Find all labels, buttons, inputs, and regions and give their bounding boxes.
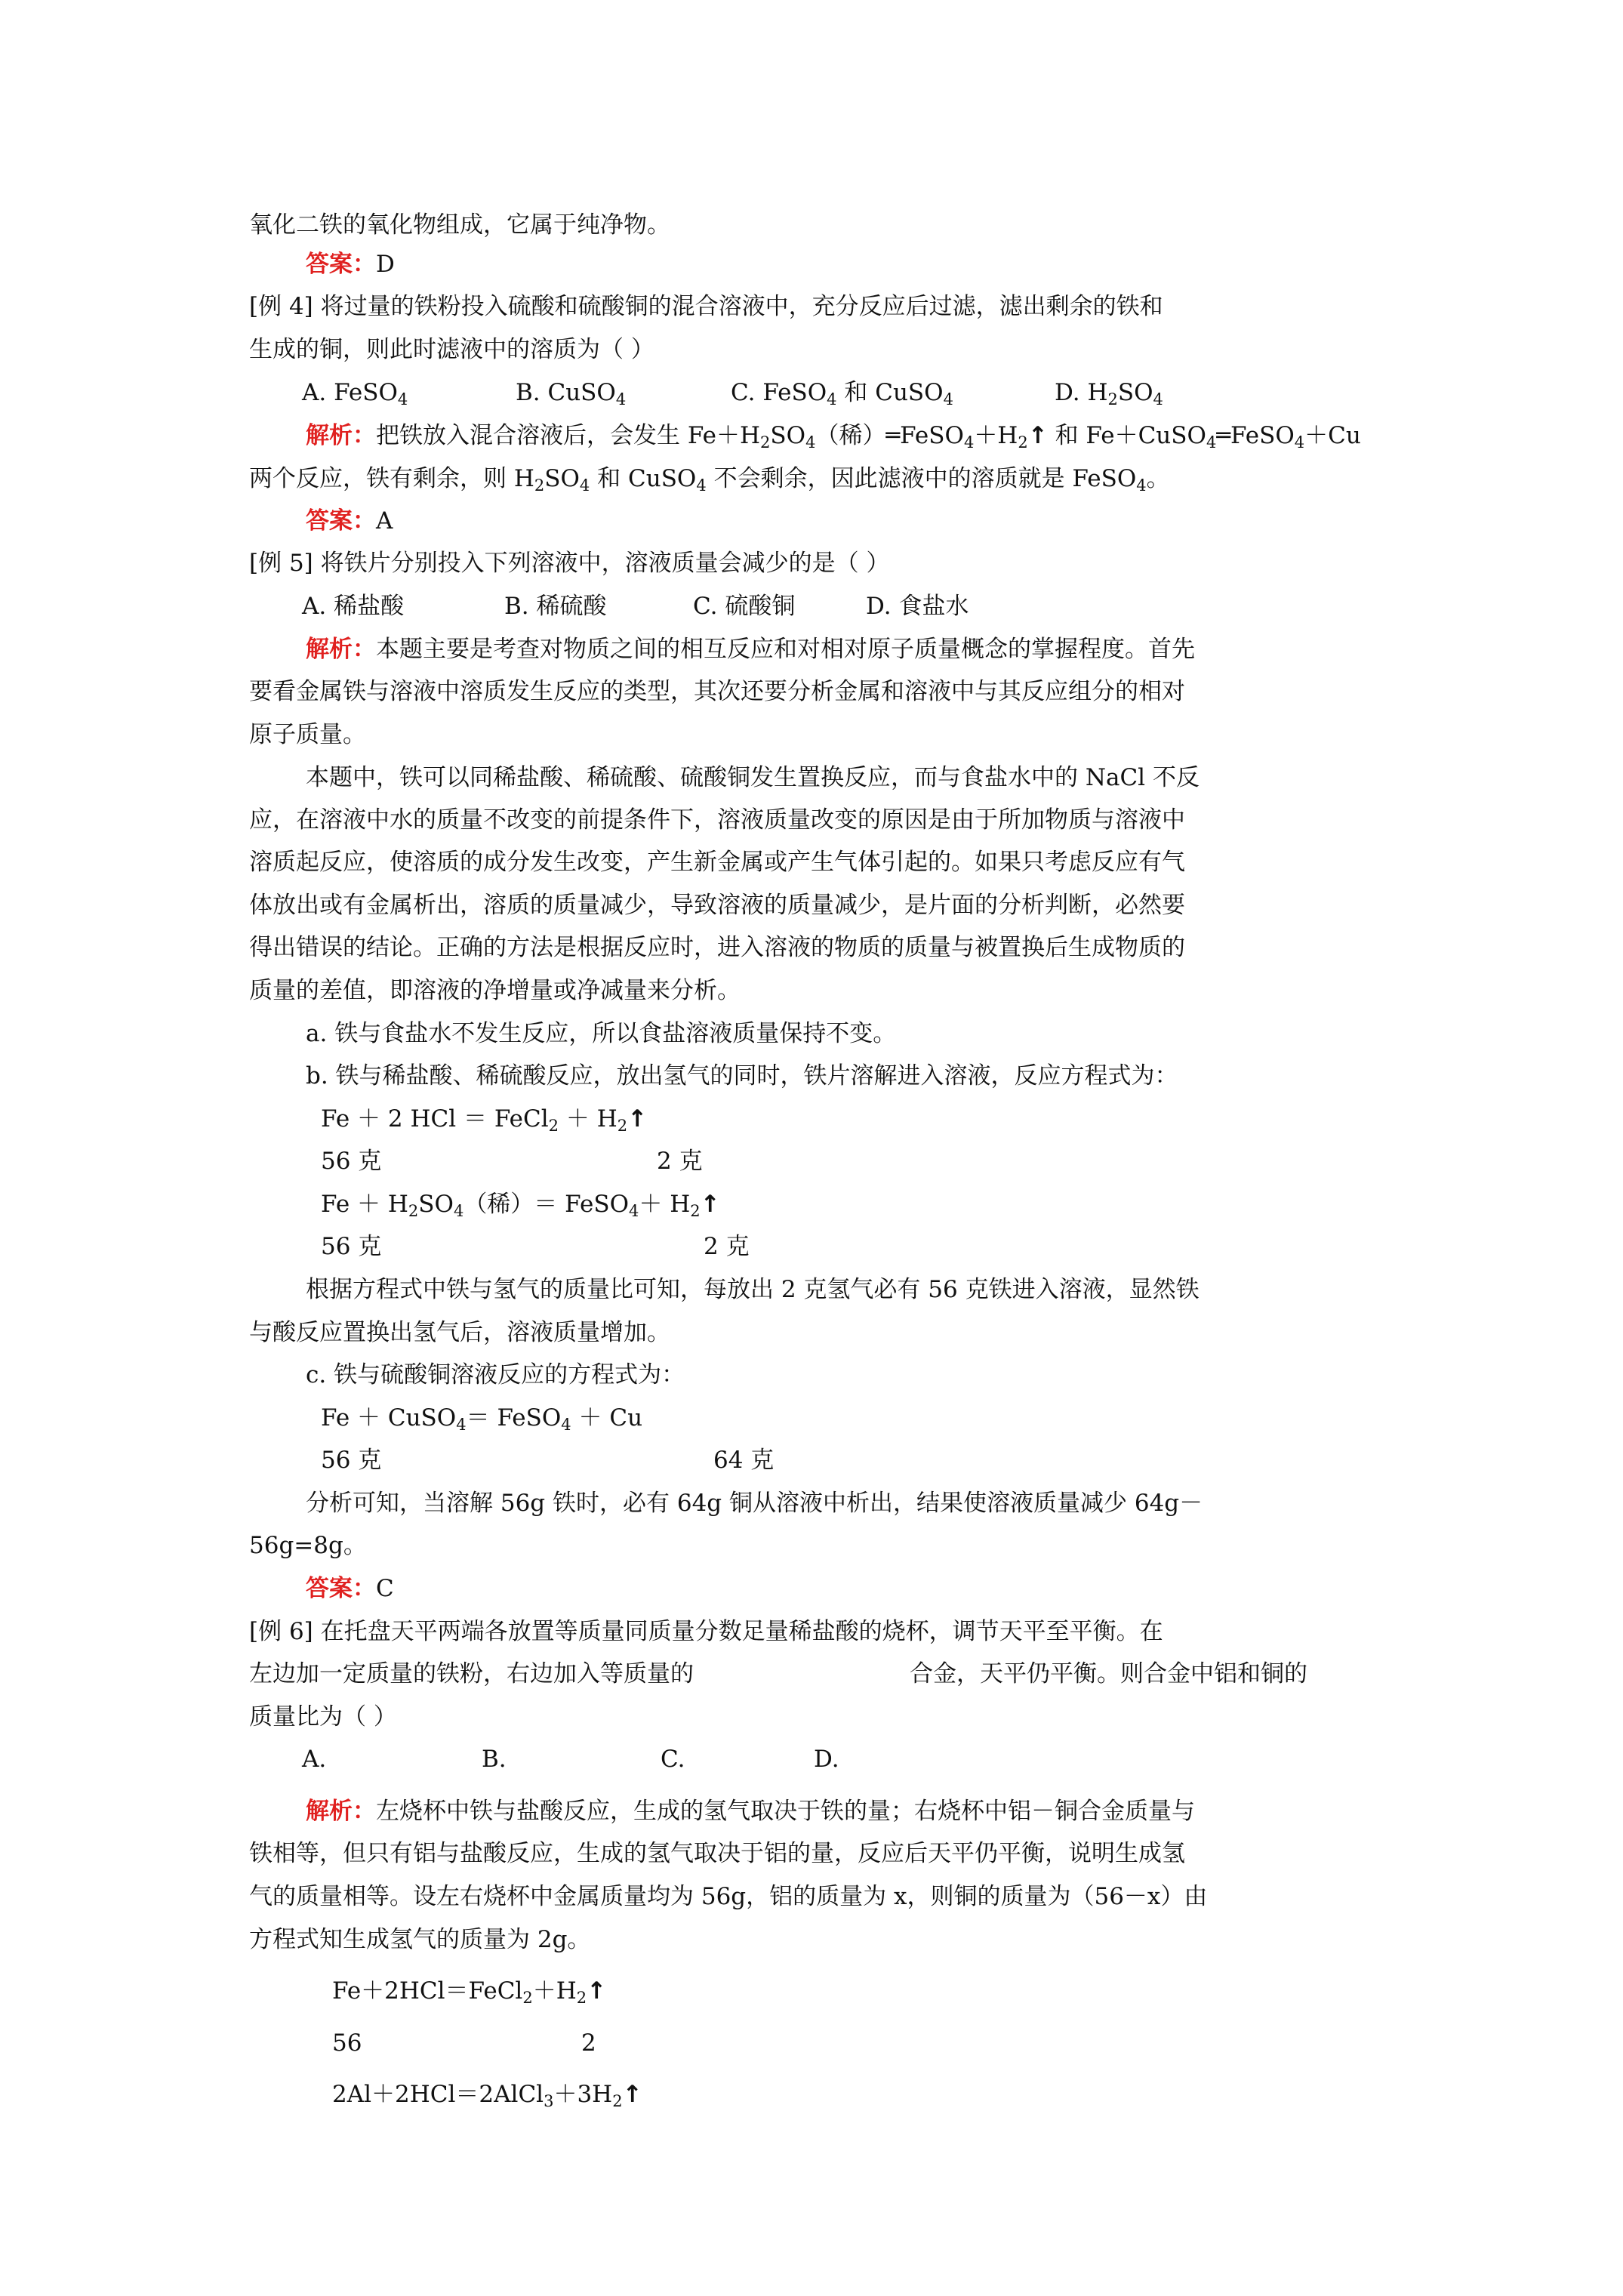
- answer-value: C: [376, 1575, 394, 1602]
- text-line: b. 铁与稀盐酸、稀硫酸反应，放出氢气的同时，铁片溶解进入溶液，反应方程式为：: [306, 1062, 1178, 1089]
- answer-label: 答案：: [306, 1575, 376, 1602]
- up-arrow-icon: ↑: [627, 1105, 648, 1133]
- equation-fe-cuso4: Fe ＋ CuSO$_4$＝ FeSO$_4$ ＋ Cu: [321, 1404, 643, 1434]
- answer-value: A: [376, 507, 393, 535]
- mass-h2: 2 克: [704, 1233, 750, 1260]
- equation-fe-hcl: Fe ＋ 2 HCl ＝ FeCl$_2$ ＋ $H_2↑$: [321, 1105, 648, 1135]
- answer-line: [306, 506, 393, 536]
- text-line: 56g=8g。: [249, 1532, 367, 1559]
- equation-fe-h2so4: $Fe + H_2SO_4$（稀）＝ FeSO$_4$＋ $H_2↑$: [321, 1191, 720, 1220]
- analysis-label: 解析：: [306, 1798, 376, 1825]
- text-line: 质量的差值，即溶液的净增量或净减量来分析。: [249, 977, 741, 1004]
- text-line: 原子质量。: [249, 721, 366, 748]
- option-a: A. FeSO$_4$: [302, 379, 408, 408]
- mass-fe: 56 克: [321, 1447, 382, 1474]
- analysis-label: 解析：: [306, 422, 376, 449]
- analysis-label: 解析：: [306, 636, 376, 663]
- option-c: C. FeSO$_4$ 和 CuSO$_4$: [731, 379, 953, 408]
- option-c: C.: [661, 1746, 685, 1773]
- text-line: 应，在溶液中水的质量不改变的前提条件下，溶液质量改变的原因是由于所加物质与溶液中: [249, 806, 1185, 834]
- text-line: 本题中，铁可以同稀盐酸、稀硫酸、硫酸铜发生置换反应，而与食盐水中的 NaCl 不反: [306, 764, 1200, 791]
- text-line: 分析可知，当溶解 56g 铁时，必有 64g 铜从溶液中析出，结果使溶液质量减少 64g－: [306, 1490, 1203, 1517]
- option-a: A. 稀盐酸: [302, 593, 405, 620]
- text-line: 与酸反应置换出氢气后，溶液质量增加。: [249, 1319, 670, 1346]
- option-b: B.: [482, 1746, 507, 1773]
- text-line: 气的质量相等。设左右烧杯中金属质量均为 56g，铝的质量为 x，则铜的质量为（56－x）由: [249, 1883, 1208, 1910]
- answer-label: 答案：: [306, 507, 376, 535]
- answer-line: [306, 249, 395, 279]
- mass-fe: 56: [332, 2029, 362, 2057]
- answer-line: [306, 1573, 394, 1604]
- option-d: D.: [814, 1746, 839, 1773]
- option-b: B. CuSO$_4$: [516, 379, 627, 408]
- text-line: 铁相等，但只有铝与盐酸反应，生成的氢气取决于铝的量，反应后天平仍平衡，说明生成氢: [249, 1840, 1185, 1867]
- mass-h2: 2: [581, 2029, 596, 2057]
- text-line: 溶质起反应，使溶质的成分发生改变，产生新金属或产生气体引起的。如果只考虑反应有气: [249, 849, 1185, 876]
- analysis-line: 解析：左烧杯中铁与盐酸反应，生成的氢气取决于铁的量；右烧杯中铝－铜合金质量与: [306, 1798, 1195, 1825]
- equation-fe-2hcl: $Fe+2HCl=FeCl_2+H_2↑$: [332, 1977, 607, 2007]
- text-line: 得出错误的结论。正确的方法是根据反应时，进入溶液的物质的质量与被置换后生成物质的: [249, 934, 1185, 961]
- up-arrow-icon: ↑: [700, 1191, 720, 1218]
- example-5-question: [例 5] 将铁片分别投入下列溶液中，溶液质量会减少的是（ ）: [249, 550, 890, 577]
- text-line: a. 铁与食盐水不发生反应，所以食盐溶液质量保持不变。: [306, 1020, 897, 1047]
- text-line: 要看金属铁与溶液中溶质发生反应的类型，其次还要分析金属和溶液中与其反应组分的相对: [249, 678, 1185, 705]
- option-b: B. 稀硫酸: [504, 593, 607, 620]
- analysis-line: 解析：本题主要是考查对物质之间的相互反应和对相对原子质量概念的掌握程度。首先: [306, 636, 1195, 663]
- mass-fe: 56 克: [321, 1233, 382, 1260]
- up-arrow-icon: ↑: [1027, 422, 1048, 449]
- equation-al-hcl: $2Al+2HCl=2AlCl_3+3H_2↑$: [332, 2081, 642, 2110]
- text-line: 质量比为（ ）: [249, 1703, 397, 1730]
- text-line: 方程式知生成氢气的质量为 2g。: [249, 1926, 591, 1953]
- answer-value: D: [376, 251, 395, 278]
- analysis-line: 解析：把铁放入混合溶液后，会发生 $Fe+H_2SO_4$（稀）$═FeSO_4+H_2↑$ 和 Fe＋CuSO$_4$═FeSO$_4$＋Cu: [306, 422, 1361, 451]
- option-c: C. 硫酸铜: [693, 593, 796, 620]
- text-line: 体放出或有金属析出，溶质的质量减少，导致溶液的质量减少，是片面的分析判断，必然要: [249, 892, 1185, 919]
- mass-cu: 64 克: [713, 1447, 775, 1474]
- up-arrow-icon: ↑: [587, 1977, 607, 2005]
- example-4-question: [例 4] 将过量的铁粉投入硫酸和硫酸铜的混合溶液中，充分反应后过滤，滤出剩余的铁和: [249, 293, 1163, 320]
- option-a: A.: [302, 1746, 327, 1773]
- option-d: D. 食盐水: [866, 593, 969, 620]
- text-line: c. 铁与硫酸铜溶液反应的方程式为：: [306, 1361, 685, 1388]
- option-d: D. $H_2SO_4$: [1055, 379, 1163, 408]
- mass-h2: 2 克: [657, 1148, 703, 1175]
- document-page: 氧化二铁的氧化物组成，它属于纯净物。 答案：D [例 4] 将过量的铁粉投入硫酸和硫酸铜的混合溶液中，充分反应后过滤，滤出剩余的铁和 生成的铜，则此时滤液中的溶质为（ ） A. FeSO$_4$ B. CuSO$_4$ C. FeSO$_4$ 和 CuSO$_4$ D. $H_2SO_4$ 解析：把铁放入混合溶液后，会发生 $Fe+H_2SO_4$（稀）$═FeSO_4+H_2↑$ 和 Fe＋CuSO$_4$═FeSO$_4$＋Cu 两个反应，铁有剩余，则 $H_2SO_4$ 和 CuSO$_4$ 不会剩余，因此滤液中的溶质就是 FeSO$_4$。 答案：A [例 5] 将铁片分别投入下列溶液中，溶液质量会减少的是（ ） A. 稀盐酸 B. 稀硫酸 C. 硫酸铜 D. 食盐水 解析：本题主要是考查对物质之间的相互反应和对相对原子质量概念的掌握程度。首先 要看金属铁与溶液中溶质发生反应的类型，其次还要分析金属和溶液中与其反应组分的相对 原子质量。 本题中，铁可以同稀盐酸、稀硫酸、硫酸铜发生置换反应，而与食盐水中的 NaCl 不反 应，在溶液中水的质量不改变的前提条件下，溶液质量改变的原因是由于所加物质与溶液中 溶质起反应，使溶质的成分发生改变，产生新金属或产生气体引起的。如果只考虑反应有气 体放出或有金属析出，溶质的质量减少，导致溶液的质量减少，是片面的分析判断，必然要 得出错误的结论。正确的方法是根据反应时，进入溶液的物质的质量与被置换后生成物质的 质量的差值，即溶液的净增量或净减量来分析。 a. 铁与食盐水不发生反应，所以食盐溶液质量保持不变。 b. 铁与稀盐酸、稀硫酸反应，放出氢气的同时，铁片溶解进入溶液，反应方程式为： Fe ＋ 2 HCl ＝ FeCl$_2$ ＋ $H_2↑$ 56 克 2 克 $Fe + H_2SO_4$（稀）＝ FeSO$_4$＋ $H_2↑$ 56 克 2 克 根据方程式中铁与氢气的质量比可知，每放出 2 克氢气必有 56 克铁进入溶液，显然铁 与酸反应置换出氢气后，溶液质量增加。 c. 铁与硫酸铜溶液反应的方程式为： Fe ＋ CuSO$_4$＝ FeSO$_4$ ＋ Cu 56 克 64 克 分析可知，当溶解 56g 铁时，必有 64g 铜从溶液中析出，结果使溶液质量减少 64g－ 56g=8g。 答案：C [例 6] 在托盘天平两端各放置等质量同质量分数足量稀盐酸的烧杯，调节天平至平衡。在 左边加一定质量的铁粉，右边加入等质量的 合金，天平仍平衡。则合金中铝和铜的 质量比为（ ） A. B. C. D. 解析：左烧杯中铁与盐酸反应，生成的氢气取决于铁的量；右烧杯中铝－铜合金质量与 铁相等，但只有铝与盐酸反应，生成的氢气取决于铝的量，反应后天平仍平衡，说明生成氢 气的质量相等。设左右烧杯中金属质量均为 56g，铝的质量为 x，则铜的质量为（56－x）由 方程式知生成氢气的质量为 2g。 $Fe+2HCl=FeCl_2+H_2↑$ 56 2 $2Al+2HCl=2AlCl_3+3H_2↑$: [249, 211, 1361, 2110]
- answer-label: 答案：: [306, 251, 376, 278]
- text-line: 两个反应，铁有剩余，则 $H_2SO_4$ 和 CuSO$_4$ 不会剩余，因此滤液中的溶质就是 FeSO$_4$。: [249, 465, 1170, 495]
- mass-fe: 56 克: [321, 1148, 382, 1175]
- text-line: 根据方程式中铁与氢气的质量比可知，每放出 2 克氢气必有 56 克铁进入溶液，显然铁: [306, 1276, 1200, 1303]
- text-line: 生成的铜，则此时滤液中的溶质为（ ）: [249, 336, 654, 363]
- example-6-question: [例 6] 在托盘天平两端各放置等质量同质量分数足量稀盐酸的烧杯，调节天平至平衡。在: [249, 1618, 1163, 1645]
- text-line: 氧化二铁的氧化物组成，它属于纯净物。: [249, 211, 670, 239]
- up-arrow-icon: ↑: [622, 2081, 642, 2108]
